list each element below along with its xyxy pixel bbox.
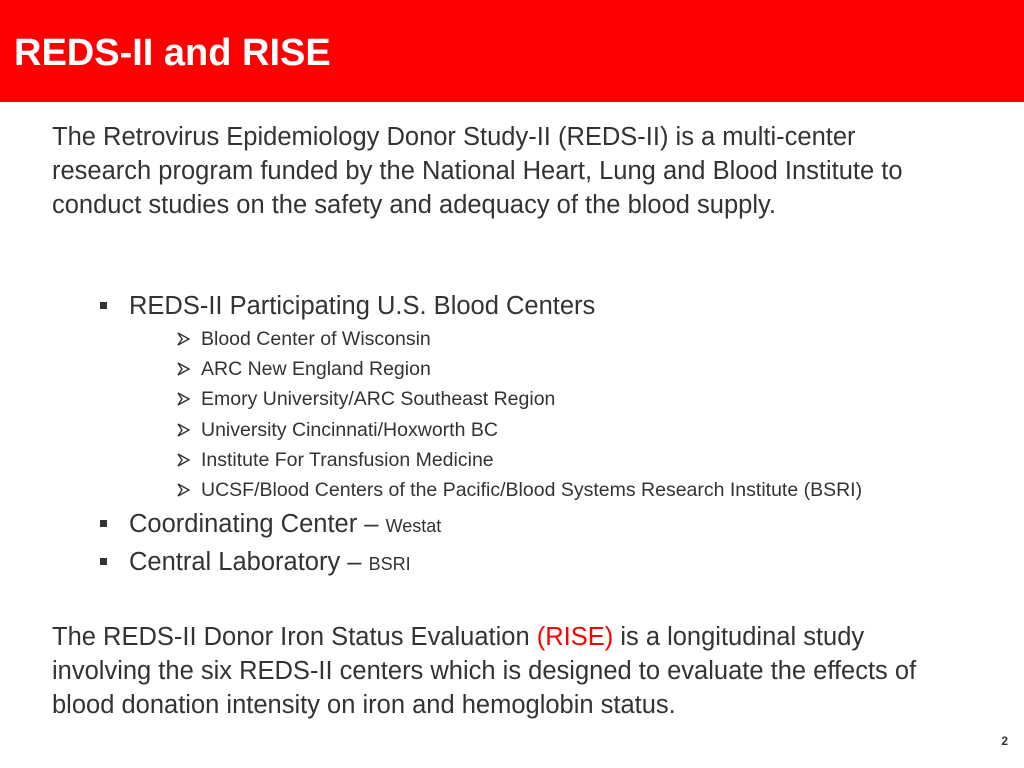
- arrow-bullet-icon: [177, 423, 190, 437]
- square-bullet-icon: [100, 558, 107, 565]
- arrow-bullet-icon: [177, 392, 190, 406]
- list-item-text: ARC New England Region: [201, 358, 431, 381]
- rise-text-after: is a longitudinal study involving the six REDS-II centers which is designed to evaluate the effects of blood donation intensity on iron and hemoglobin status.: [52, 623, 917, 719]
- arrow-bullet-icon: [177, 483, 190, 497]
- page-number: 2: [1001, 734, 1008, 748]
- blood-centers-list: [129, 324, 1000, 505]
- intro-paragraph: The Retrovirus Epidemiology Donor Study-II (REDS-II) is a multi-center research program funded by the National Heart, Lung and Blood Institute to conduct studies on the safety and adequacy of the blood supply.: [52, 123, 903, 219]
- bullet-suffix: BSRI: [368, 554, 411, 575]
- arrow-bullet-icon: [177, 332, 190, 346]
- bullet-coordinating-center: [100, 506, 1000, 544]
- list-item: [177, 354, 1000, 384]
- list-item: [177, 324, 1000, 354]
- arrow-bullet-icon: [177, 362, 190, 376]
- list-item-text: Emory University/ARC Southeast Region: [201, 388, 556, 411]
- list-item: [177, 384, 1000, 414]
- list-item: [177, 475, 1000, 505]
- arrow-bullet-icon: [177, 453, 190, 467]
- list-item-text: Institute For Transfusion Medicine: [201, 448, 494, 471]
- slide-title: REDS-II and RISE: [14, 32, 331, 74]
- square-bullet-icon: [100, 520, 107, 527]
- list-item-text: Blood Center of Wisconsin: [201, 328, 431, 350]
- bullet-text: REDS-II Participating U.S. Blood Centers: [129, 292, 596, 320]
- bullet-suffix: Westat: [385, 516, 442, 537]
- list-item: [177, 415, 1000, 445]
- bullet-text: Central Laboratory –: [129, 548, 369, 577]
- rise-acronym: (RISE): [536, 623, 614, 651]
- rise-text-before: The REDS-II Donor Iron Status Evaluation: [52, 623, 537, 651]
- bullet-central-laboratory: [100, 544, 1000, 582]
- square-bullet-icon: [100, 302, 107, 309]
- bullet-list: [100, 288, 1000, 582]
- list-item-text: UCSF/Blood Centers of the Pacific/Blood Systems Research Institute (BSRI): [201, 479, 863, 502]
- list-item-text: University Cincinnati/Hoxworth BC: [201, 418, 498, 441]
- list-item: [177, 445, 1000, 475]
- bullet-participating-centers: [100, 288, 1000, 505]
- title-bar: [0, 0, 1024, 102]
- rise-paragraph: [52, 620, 952, 722]
- bullet-text: Coordinating Center –: [129, 510, 386, 539]
